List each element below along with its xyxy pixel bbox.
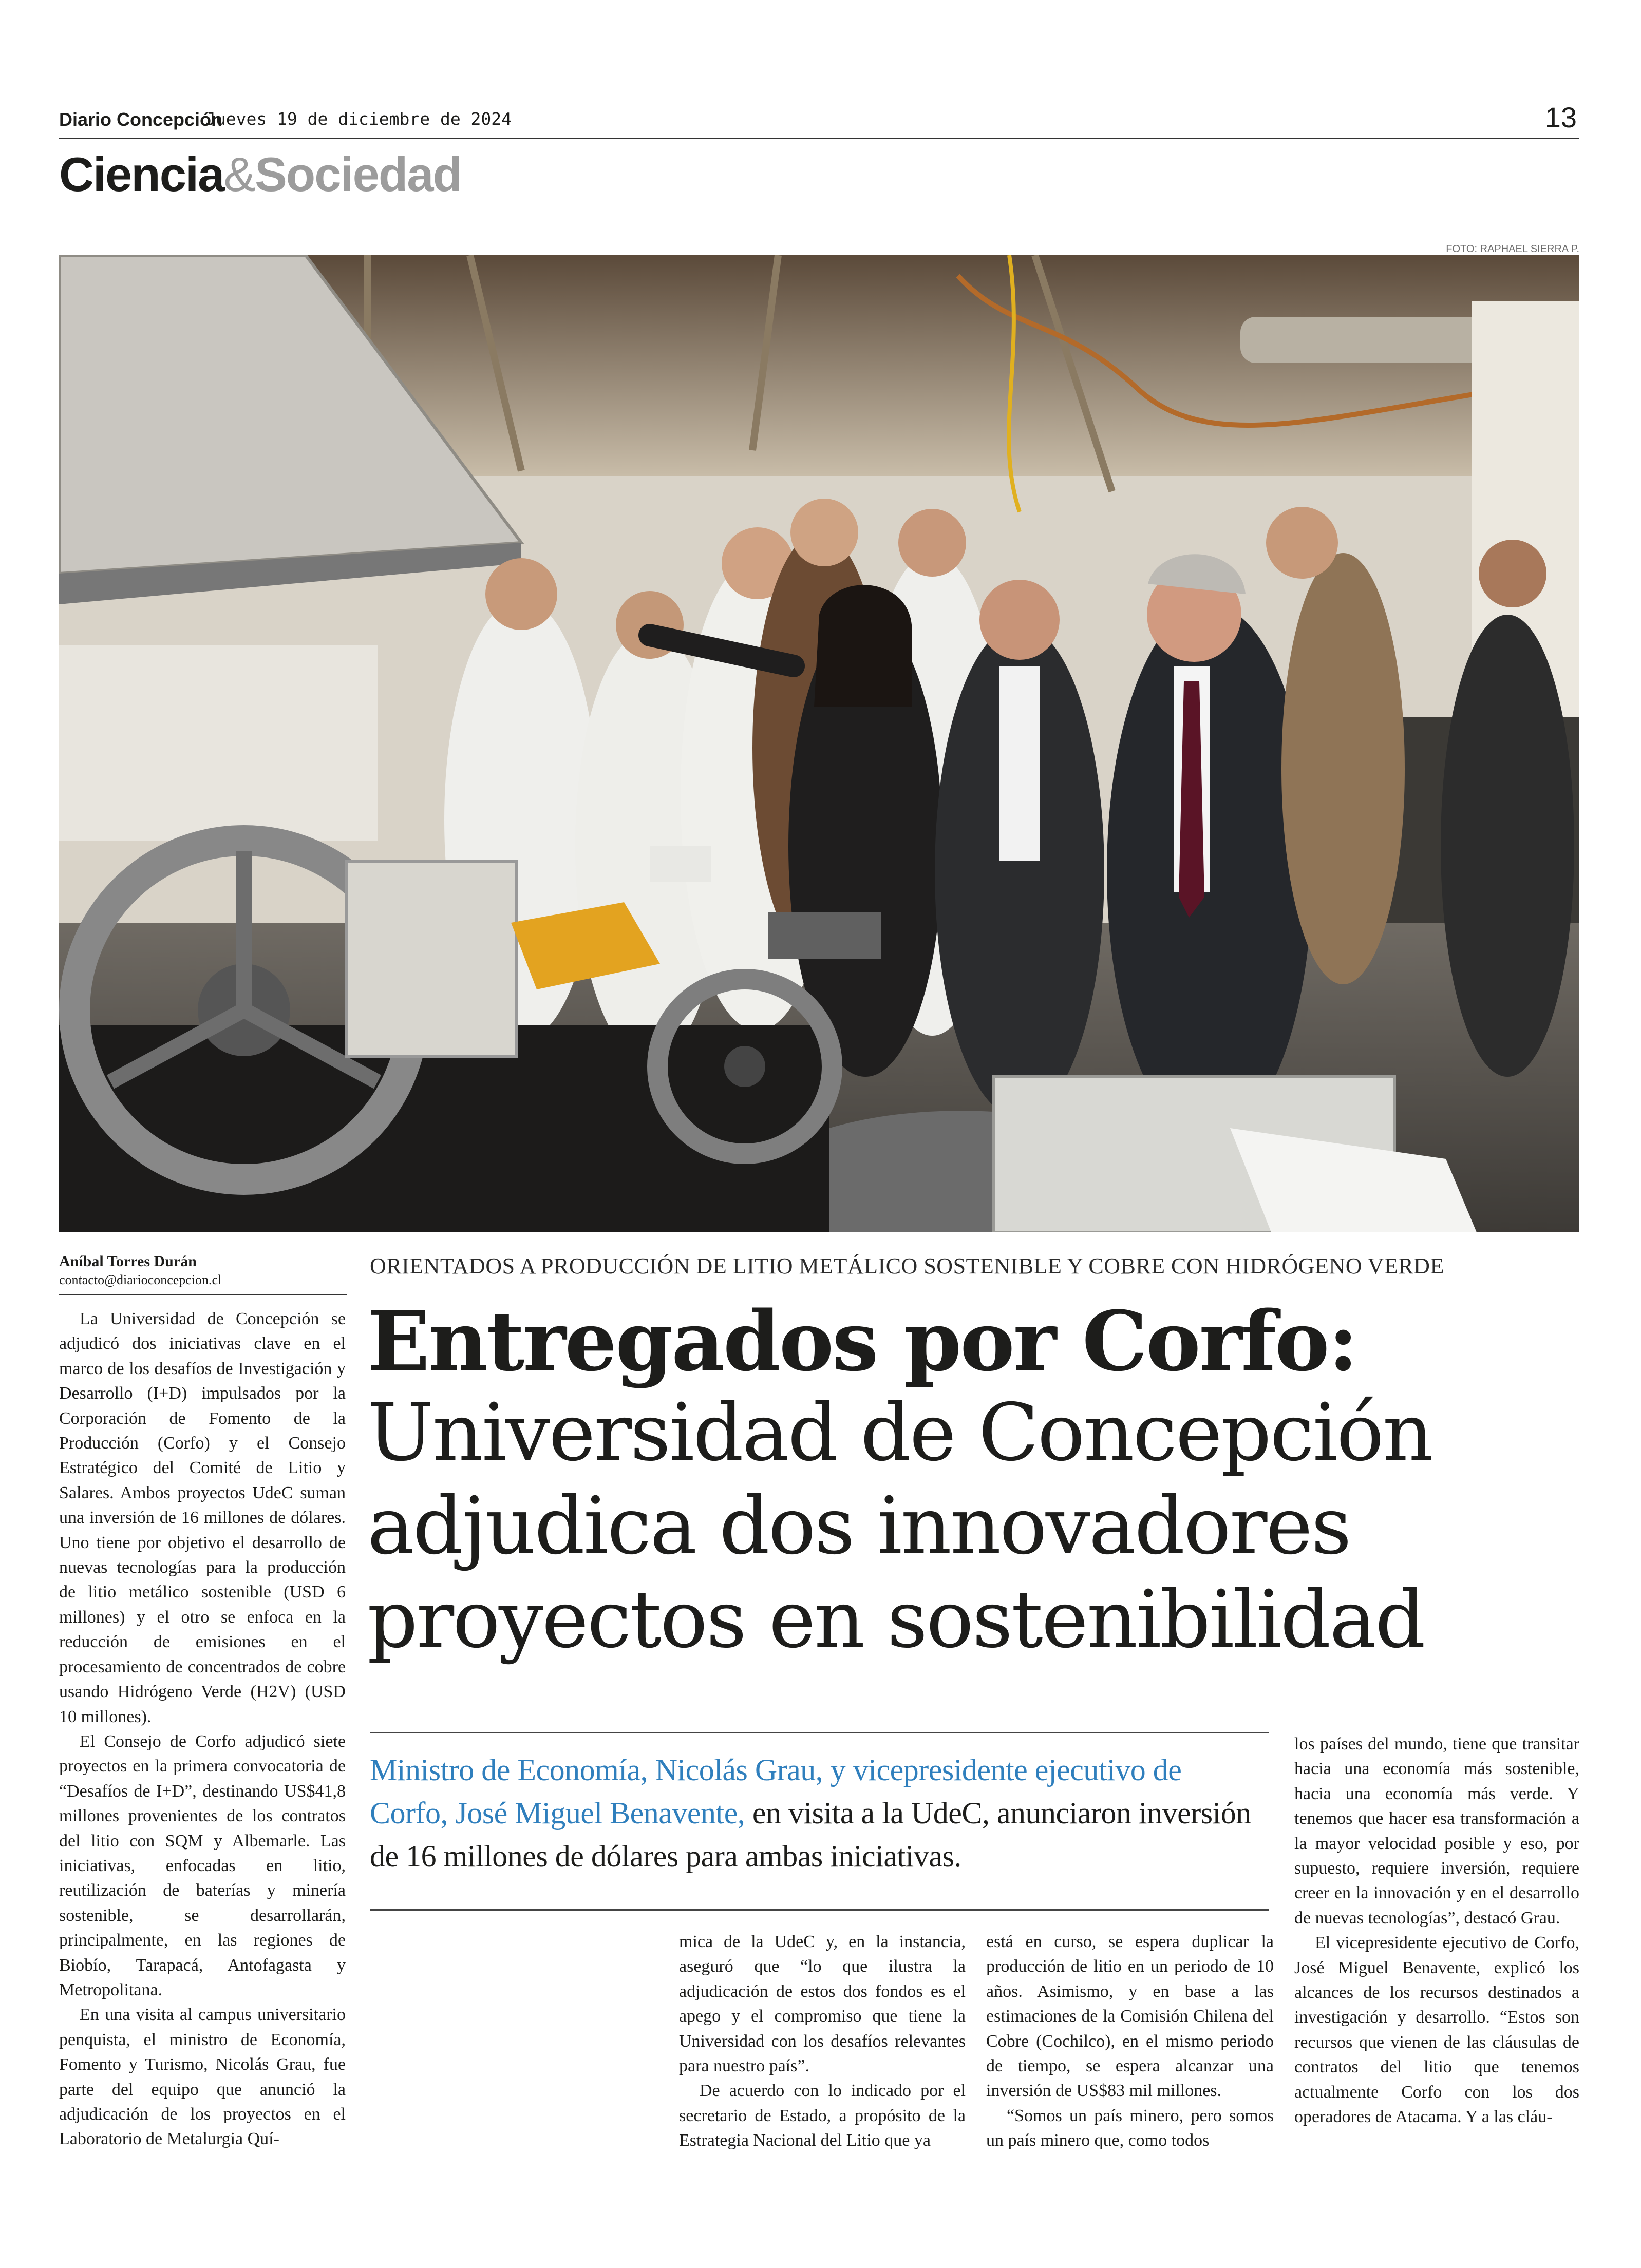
headline-bold: Entregados por Corfo: xyxy=(367,1293,1357,1389)
subhead-highlight: Ministro de Economía, Nicolás Grau, y vicepresidente ejecutivo de Corfo, José Miguel Benavente, xyxy=(370,1753,1182,1830)
headline-line: adjudica dos innovadores xyxy=(367,1480,1350,1572)
body-column-2 xyxy=(679,1930,966,2153)
page-number: 13 xyxy=(1544,101,1577,134)
body-column-3 xyxy=(986,1930,1274,2153)
lab-visit-photo xyxy=(59,255,1579,1232)
headline-line: Universidad de Concepción xyxy=(367,1387,1432,1479)
author-name: Aníbal Torres Durán xyxy=(59,1253,197,1270)
subhead-rule-top xyxy=(370,1732,1269,1733)
paragraph: En una visita al campus universitario penquista, el ministro de Economía, Fomento y Turismo, Nicolás Grau, fue parte del equipo que anunció la adjudicación de los proyectos en el Laboratorio de Metalurgia Quí- xyxy=(59,2005,346,2149)
paragraph: El Consejo de Corfo adjudicó siete proyectos en la primera convocatoria de “Desafíos de I+D”, destinando US$41,8 millones provenientes de los contratos del litio con SQM y Albemarle. Las iniciativas, enfocadas en litio, reutilización de baterías y minería sostenible, se desarrollarán, principalmente, en las regiones de Biobío, Tarapacá, Antofagasta y Metropolitana. xyxy=(59,1731,346,1999)
body-column-4 xyxy=(1294,1732,1579,2130)
paragraph: El vicepresidente ejecutivo de Corfo, José Miguel Benavente, explicó los alcances de los recursos destinados a investigación y desarrollo. “Estos son recursos que vienen de las cláusulas de contratos del litio que tenemos actualmente Corfo con los dos operadores de Atacama. Y a las cláu- xyxy=(1294,1933,1579,2127)
kicker: ORIENTADOS A PRODUCCIÓN DE LITIO METÁLICO SOSTENIBLE Y COBRE CON HIDRÓGENO VERDE xyxy=(370,1253,1444,1279)
newspaper-name: Diario Concepción xyxy=(59,109,223,130)
headline-line: proyectos en sostenibilidad xyxy=(367,1574,1424,1666)
author-rule xyxy=(59,1294,347,1295)
section-title-ampersand: & xyxy=(223,147,255,201)
issue-date: Jueves 19 de diciembre de 2024 xyxy=(205,109,512,129)
section-title-part2: Sociedad xyxy=(255,147,461,201)
paragraph: De acuerdo con lo indicado por el secretario de Estado, a propósito de la Estrategia Nacional del Litio que ya xyxy=(679,2081,966,2150)
header-rule xyxy=(59,138,1579,139)
subhead-rule-bottom xyxy=(370,1909,1269,1911)
body-column-1 xyxy=(59,1307,346,2152)
section-title xyxy=(59,149,461,200)
photo-credit: FOTO: RAPHAEL SIERRA P. xyxy=(1446,243,1579,255)
subhead xyxy=(370,1748,1263,1878)
paragraph: La Universidad de Concepción se adjudicó dos iniciativas clave en el marco de los desafíos de Investigación y Desarrollo (I+D) impulsados por la Corporación de Fomento de la Producción (Corfo) y el Consejo Estratégico del Comité de Litio y Salares. Ambos proyectos UdeC suman una inversión de 16 millones de dólares. Uno tiene por objetivo el desarrollo de nuevas tecnologías para la producción de litio metálico sostenible (USD 6 millones) y el otro se enfoca en la reducción de emisiones en el procesamiento de concentrados de cobre usando Hidrógeno Verde (H2V) (USD 10 millones). xyxy=(59,1309,346,1726)
paragraph: está en curso, se espera duplicar la producción de litio en un periodo de 10 años. Asimismo, y en base a las estimaciones de la Comisión Chilena del Cobre (Cochilco), en el mismo periodo de tiempo, se espera alcanzar una inversión de US$83 mil millones. xyxy=(986,1932,1274,2101)
section-title-part1: Ciencia xyxy=(59,147,224,201)
article-photo xyxy=(59,255,1579,1232)
subhead-rest: en visita a la UdeC, anunciaron inversión de 16 millones de dólares para ambas iniciativas. xyxy=(370,1796,1251,1873)
paragraph: “Somos un país minero, pero somos un país minero que, como todos xyxy=(986,2106,1274,2150)
author-email: contacto@diarioconcepcion.cl xyxy=(59,1272,222,1287)
paragraph: mica de la UdeC y, en la instancia, aseguró que “lo que ilustra la adjudicación de estos dos fondos es el apego y el compromiso que tiene la Universidad con los desafíos relevantes para nuestro país”. xyxy=(679,1932,966,2076)
headline xyxy=(367,1293,1569,1667)
paragraph: los países del mundo, tiene que transitar hacia una economía más sostenible, hacia una economía más verde. Y tenemos que hacer esa transformación a la mayor velocidad posible y eso, por supuesto, requiere inversión, requiere creer en la innovación y en el desarrollo de nuevas tecnologías”, destacó Grau. xyxy=(1294,1735,1579,1928)
